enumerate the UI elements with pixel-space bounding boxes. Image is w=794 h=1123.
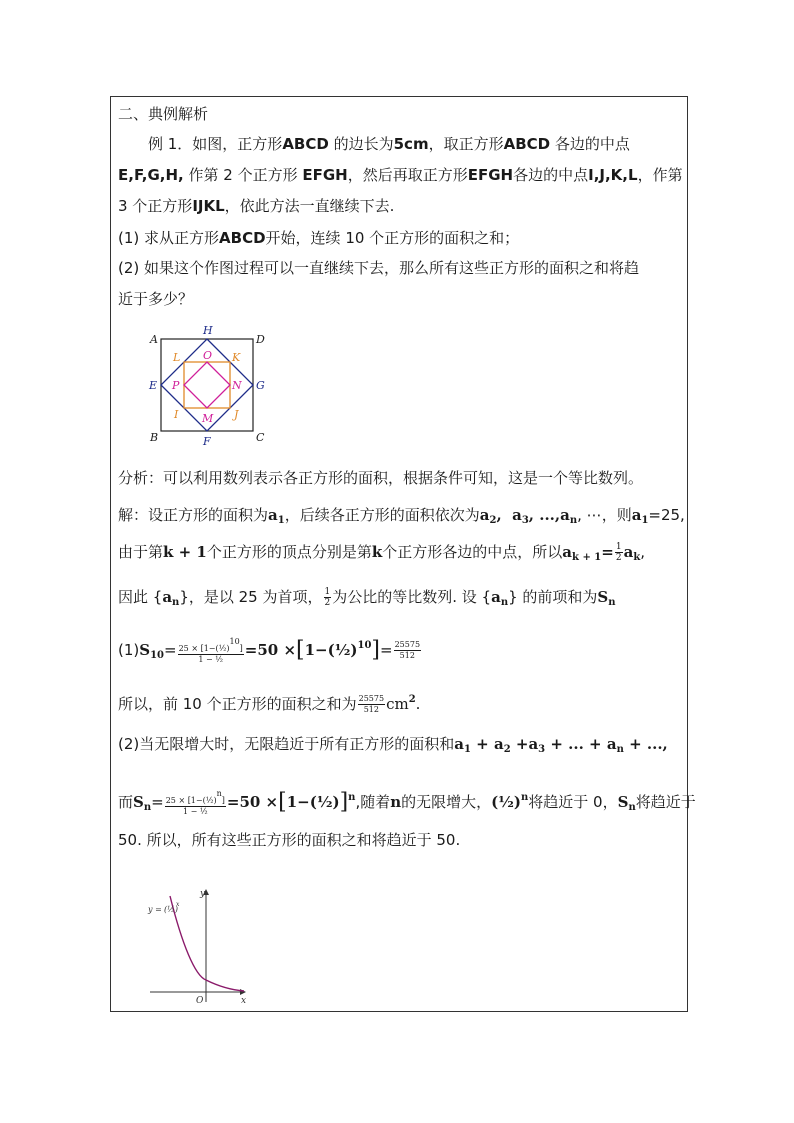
text: 解：设正方形的面积为 <box>118 506 269 524</box>
text: 25575 <box>394 640 421 649</box>
x-axis-label: x <box>241 996 247 1006</box>
decay-curve <box>170 896 244 991</box>
label-j: J <box>234 408 239 421</box>
text: 近于多少？ <box>118 290 194 308</box>
text: 例 1．如图，正方形 <box>148 135 283 153</box>
curve-label-base: (½) <box>164 905 178 914</box>
section-title <box>118 104 208 124</box>
part2-conclusion <box>118 830 460 850</box>
label-o: O <box>203 349 213 362</box>
text: IJKL <box>192 197 225 215</box>
analysis <box>118 468 643 488</box>
text: + ... + a <box>550 735 617 753</box>
text: } 的前项和为 <box>508 588 598 606</box>
text: ，作第 <box>637 166 683 184</box>
exponential-graph <box>140 884 260 1008</box>
label-h: H <box>203 324 213 337</box>
x-axis-arrow <box>240 989 246 995</box>
text: 作第 2 个正方形 <box>183 166 303 184</box>
question-2 <box>118 258 639 278</box>
label-g: G <box>256 379 265 392</box>
text: EFGH <box>302 166 348 184</box>
text: 各边的中点 <box>550 135 630 153</box>
curve-label-exp: x <box>176 901 180 908</box>
text: 所以，前 10 个正方形的面积之和为 <box>118 695 357 713</box>
text: ABCD <box>503 135 551 153</box>
origin-label: O <box>196 996 204 1006</box>
text: 512 <box>363 705 379 714</box>
analysis-text: 分析：可以利用数列表示各正方形的面积，根据条件可知，这是一个等比数列。 <box>118 469 644 487</box>
text: E,F,G,H, <box>118 166 184 184</box>
part2-line: (2)当无限增大时，无限趋近于所有正方形的面积和$a_1 + a_2 +a_3$ + ... + $a_n$ + ..., <box>118 735 668 755</box>
text: I,J,K,L <box>588 166 638 184</box>
label-l: L <box>173 351 181 364</box>
question-1 <box>118 228 519 248</box>
text: ，然后再取正方形 <box>347 166 468 184</box>
nested-squares-figure <box>140 318 280 448</box>
label-b: B <box>150 431 159 444</box>
text: 将趋近于 0， <box>528 793 618 811</box>
text: 25 × <box>178 643 199 653</box>
text: ，则 <box>601 506 632 524</box>
curve-label: y = <box>148 905 162 914</box>
label-f: F <box>203 435 211 448</box>
text: 为公比的等比数列. 设 { <box>332 588 492 606</box>
text: ABCD <box>282 135 329 153</box>
text: 25575 <box>358 694 385 703</box>
text: =50 × <box>244 641 297 659</box>
question-2-cont <box>118 289 193 309</box>
text: (2)当无限增大时，无限趋近于所有正方形的面积和 <box>118 735 455 753</box>
text: ，依此方法一直继续下去. <box>224 197 395 215</box>
text: k + 1 <box>163 543 207 561</box>
text: =25, <box>648 506 685 524</box>
text: (1) <box>118 641 140 659</box>
text: (2) 如果这个作图过程可以一直继续下去，那么所有这些正方形的面积之和将趋 <box>118 259 640 277</box>
text: 的无限增大， <box>401 793 492 811</box>
text: 由于第 <box>118 543 164 561</box>
text: k <box>371 543 383 561</box>
text: EFGH <box>467 166 514 184</box>
solution-line-1: 解：设正方形的面积为$a_1$，后续各正方形的面积依次为$a_2$, $a_3$, $...,a_n$, ⋯，则$a_1=25$, <box>118 506 685 526</box>
text: 个正方形的顶点分别是第 <box>206 543 372 561</box>
section-title-text: 二、典例解析 <box>118 105 209 123</box>
text: 开始，连续 10 个正方形的面积之和； <box>265 229 520 247</box>
part2-equation: 而$S_n=$ $\frac{25 \times [1-(\frac{1}{2})^n]}{\text{1 − ½}}$ =50 ×[1−(½)]$^n$,随着n的无限增大，(½)$^n$将趋近于 0，$S_n$将趋近于 <box>118 788 696 816</box>
text: + ..., <box>623 735 668 753</box>
text: 50. 所以，所有这些正方形的面积之和将趋近于 50. <box>118 831 461 849</box>
label-d: D <box>256 333 265 346</box>
label-n: N <box>232 379 242 392</box>
text: 的边长为 <box>328 135 394 153</box>
text: ，后续各正方形的面积依次为 <box>284 506 480 524</box>
label-p: P <box>172 379 180 392</box>
square-ijkl <box>184 362 230 408</box>
text: 3 个正方形 <box>118 197 193 215</box>
part1-conclusion: 所以，前 10 个正方形的面积之和为 $\frac{25575}{512}$ $cm^2$. <box>118 694 421 714</box>
text: 各边的中点 <box>513 166 589 184</box>
text: ABCD <box>219 229 266 247</box>
text: ,随着 <box>355 793 391 811</box>
label-e: E <box>149 379 158 392</box>
text: cm <box>386 695 409 713</box>
text: 因此 { <box>118 588 163 606</box>
label-a: A <box>150 333 158 346</box>
label-c: C <box>256 431 265 444</box>
text: 5cm <box>393 135 429 153</box>
part1-equation: $(1)S_{10}=$ $\frac{25 \times [1-(\frac{1}{2})^{10}]}{\text{1 − ½}}$ =50 ×[1−(½)$^{10}$]= $\frac{25575}{512}$ <box>118 636 421 664</box>
example-line-1 <box>148 134 630 154</box>
label-m: M <box>202 412 214 425</box>
y-axis-label: y <box>200 889 206 899</box>
square-mnop <box>184 362 230 408</box>
text: 而 <box>118 793 134 811</box>
text: ，取正方形 <box>428 135 504 153</box>
text: 个正方形各边的中点，所以 <box>382 543 563 561</box>
label-k: K <box>232 351 241 364</box>
example-line-3 <box>118 196 394 216</box>
text: (1) 求从正方形 <box>118 229 220 247</box>
text: =50 × <box>226 793 279 811</box>
solution-line-3: 因此 $\{a_n\}$，是以 25 为首项， $\frac{1}{2}$ 为公比的等比数列. 设 $\{a_n\}$ 的前项和为$S_n$ <box>118 587 616 608</box>
solution-line-2: 由于第k + 1个正方形的顶点分别是第k个正方形各边的中点，所以$a_{k + 1}=$ $\frac{1}{2}$ $a_k$, <box>118 542 646 563</box>
text: 512 <box>399 651 415 660</box>
label-i: I <box>174 408 179 421</box>
text: }，是以 25 为首项， <box>179 588 323 606</box>
example-line-2 <box>118 165 683 185</box>
text: 将趋近于 <box>635 793 696 811</box>
